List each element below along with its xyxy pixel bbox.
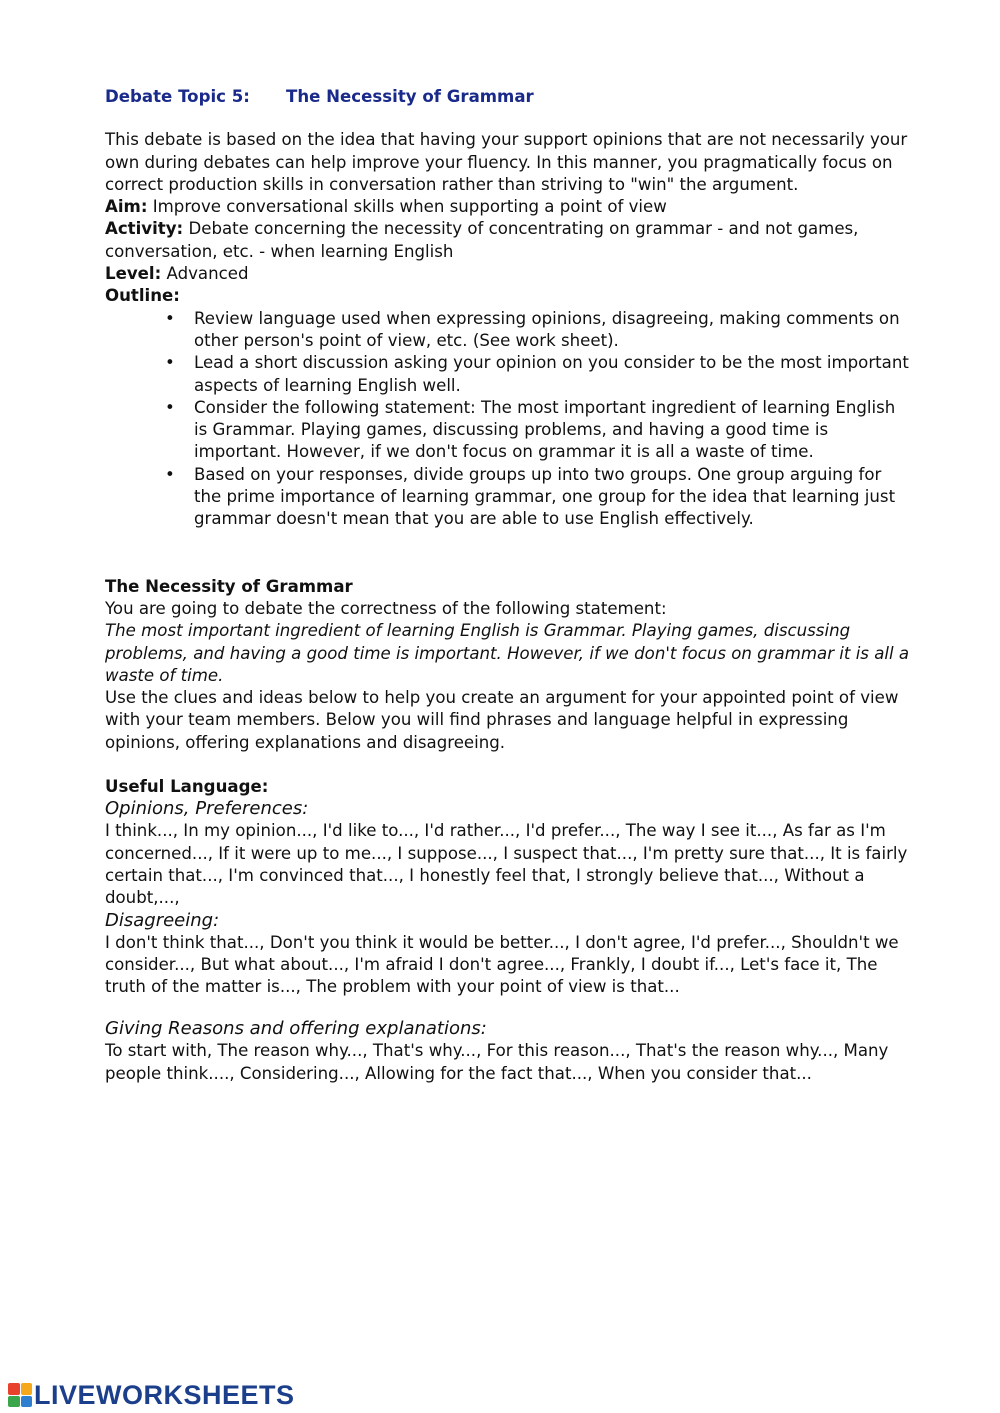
list-item: • Based on your responses, divide groups up into two groups. One group arguing for the prime importance of learning grammar, one group for the idea that learning just grammar doesn't mean that you are able to use English effectively. <box>194 464 910 531</box>
title-label: Debate Topic 5: <box>105 87 250 106</box>
useful-language-title: Useful Language: <box>105 777 269 797</box>
opinions-text: I think..., In my opinion..., I'd like to..., I'd rather..., I'd prefer..., The way I see it..., As far as I'm concerned..., If it were up to me..., I suppose..., I suspect that..., I'm pretty sure that..., It is fairly certain that..., I'm convinced that..., I honestly feel that, I strongly believe that..., Without a doubt,..., <box>105 821 908 908</box>
disagreeing-heading: Disagreeing: <box>105 909 220 931</box>
worksheet-lead: You are going to debate the correctness of the following statement: <box>105 598 667 618</box>
level-line <box>105 263 910 285</box>
activity-text: Debate concerning the necessity of concentrating on grammar - and not games, conversation, etc. - when learning English <box>105 219 859 261</box>
liveworksheets-logo[interactable] <box>8 1381 295 1409</box>
list-item: • Review language used when expressing opinions, disagreeing, making comments on other person's point of view, etc. (See work sheet). <box>194 308 910 353</box>
title-text: The Necessity of Grammar <box>286 87 534 106</box>
document-page <box>105 86 910 1085</box>
level-label: Level: <box>105 264 162 284</box>
worksheet-instructions: Use the clues and ideas below to help you create an argument for your appointed point of view with your team members. Below you will find phrases and language helpful in expressing opinions, offering explanations and disagreeing. <box>105 688 899 752</box>
aim-label: Aim: <box>105 197 148 217</box>
outline-label: Outline: <box>105 286 180 306</box>
level-text: Advanced <box>166 264 249 284</box>
worksheet-statement: The most important ingredient of learning English is Grammar. Playing games, discussing problems, and having a good time is important. However, if we don't focus on grammar it is all a waste of time. <box>105 621 910 685</box>
activity-label: Activity: <box>105 219 184 239</box>
intro-paragraph: This debate is based on the idea that having your support opinions that are not necessarily your own during debates can help improve your fluency. In this manner, you pragmatically focus on correct production skills in conversation rather than striving to "win" the argument. <box>105 130 908 194</box>
aim-line <box>105 196 910 218</box>
list-item: • Lead a short discussion asking your opinion on you consider to be the most important aspects of learning English well. <box>194 352 910 397</box>
logo-text: LIVEWORKSHEETS <box>34 1379 295 1410</box>
disagreeing-text: I don't think that..., Don't you think it would be better..., I don't agree, I'd prefer..., Shouldn't we consider..., But what about..., I'm afraid I don't agree..., Frankly, I doubt if..., Let's face it, The truth of the matter is..., The problem with your point of view is that... <box>105 932 899 997</box>
list-item: • Consider the following statement: The most important ingredient of learning English is Grammar. Playing games, discussing problems, and having a good time is important. However, if we don't focus on grammar it is all a waste of time. <box>194 397 910 464</box>
worksheet-title: The Necessity of Grammar <box>105 576 353 596</box>
activity-line <box>105 218 910 263</box>
reasons-heading: Giving Reasons and offering explanations: <box>105 1018 487 1040</box>
page-title <box>105 86 910 108</box>
logo-mark-icon <box>8 1383 32 1407</box>
outline-line <box>105 285 910 307</box>
aim-text: Improve conversational skills when supporting a point of view <box>152 197 667 217</box>
opinions-heading: Opinions, Preferences: <box>105 798 309 820</box>
reasons-text: To start with, The reason why..., That's why..., For this reason..., That's the reason why..., Many people think...., Considering..., Allowing for the fact that..., When you consider that... <box>105 1041 889 1083</box>
outline-list <box>105 308 910 531</box>
